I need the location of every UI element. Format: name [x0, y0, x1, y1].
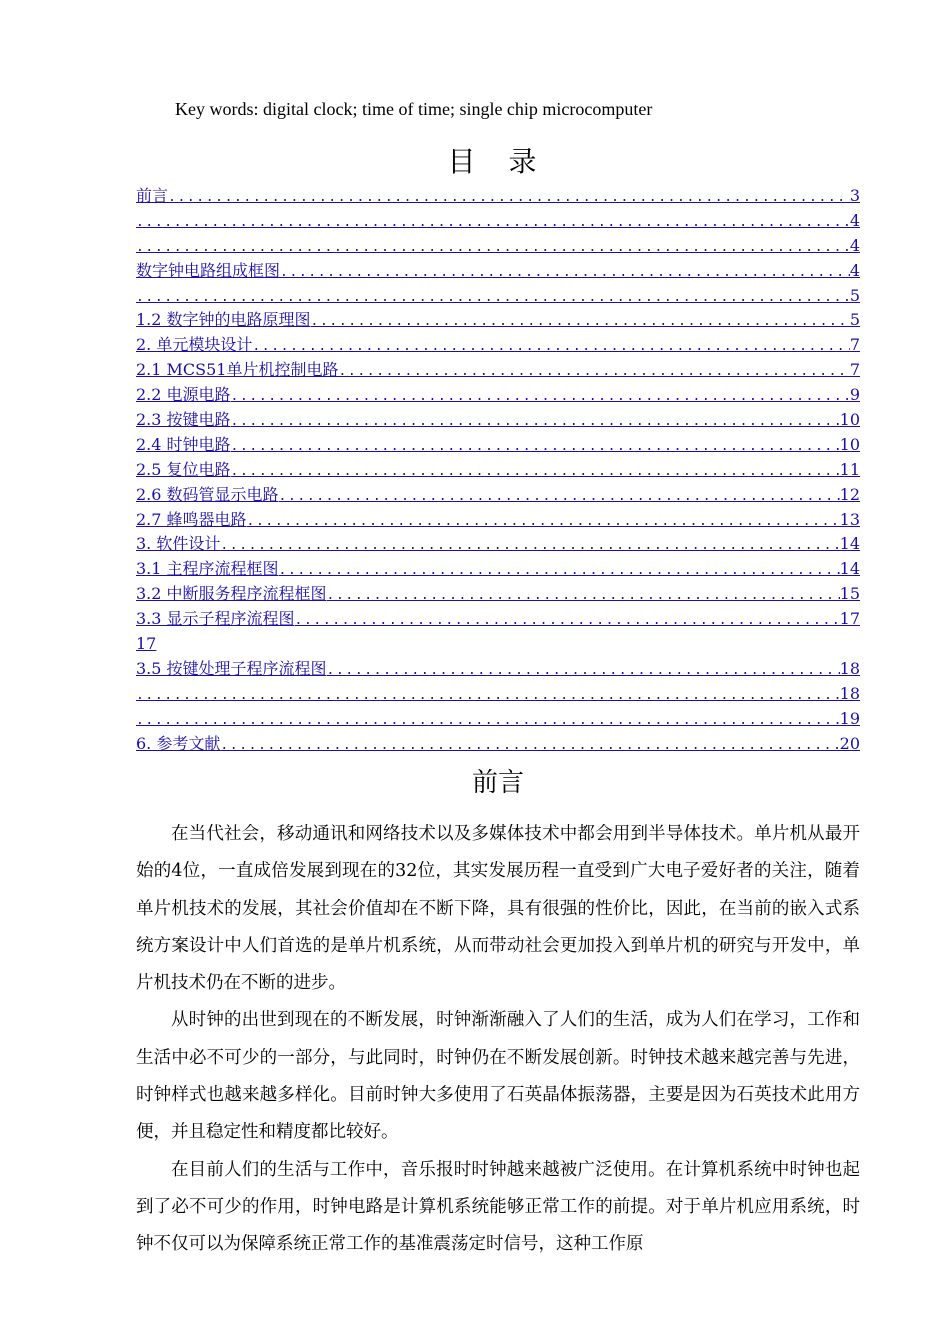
toc-entry[interactable] [136, 532, 860, 557]
toc-entry-page-number: 12 [839, 484, 860, 504]
body-text [136, 816, 860, 1264]
toc-entry-label: 3.3 显示子程序流程图 [136, 609, 295, 629]
toc-entry[interactable] [136, 707, 860, 732]
toc-entry-label: 2.6 数码管显示电路 [136, 484, 279, 504]
toc-dot-leader [295, 609, 840, 632]
toc-entry-page-number: 4 [849, 235, 860, 255]
toc-entry-label: 2.3 按键电路 [136, 410, 231, 430]
section-title: 前言 [471, 768, 524, 798]
toc-entry-label: 3.1 主程序流程框图 [136, 559, 279, 579]
toc-dot-leader [231, 435, 840, 458]
paragraph: 从时钟的出世到现在的不断发展，时钟渐渐融入了人们的生活，成为人们在学习，工作和生活中必不可少的一部分，与此同时，时钟仍在不断发展创新。时钟技术越来越完善与先进，时钟样式也越来越多样化。目前时钟大多使用了石英晶体振荡器，主要是因为石英技术此用方便，并且稳定性和精度都比较好。 [136, 1010, 860, 1143]
toc-entry-label: 1.2 数字钟的电路原理图 [136, 310, 311, 330]
toc-entry-page-number: 14 [839, 559, 860, 579]
toc-entry-page-number: 9 [849, 385, 860, 405]
toc-entry-page-number: 15 [839, 584, 860, 604]
toc-dot-leader [279, 485, 840, 508]
keywords-line: Key words: digital clock; time of time; single chip microcomputer [175, 99, 653, 119]
toc-entry[interactable] [136, 284, 860, 309]
toc-dot-leader [136, 709, 840, 732]
toc-dot-leader [136, 236, 850, 259]
toc-entry-label: 数字钟电路组成框图 [136, 260, 281, 280]
toc-dot-leader [327, 584, 840, 607]
toc-entry-label: 2. 单元模块设计 [136, 335, 253, 355]
toc-entry[interactable] [136, 408, 860, 433]
toc-entry-page-number: 19 [839, 708, 860, 728]
toc-entry-page-number: 11 [839, 459, 860, 479]
toc-dot-leader [136, 684, 840, 707]
toc-entry[interactable] [136, 333, 860, 358]
toc-entry-label: 2.1 MCS51单片机控制电路 [136, 360, 339, 380]
toc-dot-leader [231, 460, 840, 483]
toc-entry-label: 2.5 复位电路 [136, 459, 231, 479]
toc-entry[interactable] [136, 732, 860, 757]
toc-entry-page-number: 10 [839, 410, 860, 430]
toc-entry-label: 3.2 中断服务程序流程框图 [136, 584, 327, 604]
toc-dot-leader [327, 659, 840, 682]
toc-entry[interactable] [136, 508, 860, 533]
toc-dot-leader [220, 534, 839, 557]
toc-entry-label: 3. 软件设计 [136, 534, 221, 554]
toc-entry[interactable] [136, 259, 860, 284]
toc-dot-leader [280, 261, 850, 284]
toc-entry-page-number: 3 [849, 186, 860, 205]
toc-entry-label: 17 [136, 634, 157, 654]
toc-dot-leader [279, 559, 840, 582]
toc-entry-page-number: 4 [849, 210, 860, 230]
toc-dot-leader [136, 286, 850, 309]
toc-entry-page-number: 17 [839, 609, 860, 629]
toc-entry[interactable] [136, 657, 860, 682]
toc-entry-label: 2.7 蜂鸣器电路 [136, 509, 247, 529]
paragraph: 在当代社会，移动通讯和网络技术以及多媒体技术中都会用到半导体技术。单片机从最开始的4位，一直成倍发展到现在的32位，其实发展历程一直受到广大电子爱好者的关注，随着单片机技术的发展，其社会价值却在不断下降，具有很强的性价比，因此，在当前的嵌入式系统方案设计中人们首选的是单片机系统，从而带动社会更加投入到单片机的研究与开发中，单片机技术仍在不断的进步。 [136, 824, 860, 994]
table-of-contents [136, 184, 860, 756]
toc-dot-leader [311, 310, 850, 333]
toc-entry-page-number: 7 [849, 335, 860, 355]
toc-entry[interactable] [136, 184, 860, 209]
toc-entry[interactable] [136, 358, 860, 383]
toc-dot-leader [231, 385, 850, 408]
toc-entry-page-number: 5 [849, 285, 860, 305]
toc-dot-leader [220, 734, 839, 757]
toc-entry[interactable] [136, 433, 860, 458]
toc-entry-label: 2.4 时钟电路 [136, 434, 231, 454]
toc-entry[interactable] [136, 582, 860, 607]
toc-entry-label: 前言 [136, 186, 169, 205]
toc-entry[interactable] [136, 458, 860, 483]
toc-entry-page-number: 5 [849, 310, 860, 330]
toc-entry-page-number: 18 [839, 683, 860, 703]
toc-entry-page-number: 14 [839, 534, 860, 554]
toc-dot-leader [247, 510, 840, 533]
toc-entry[interactable] [136, 483, 860, 508]
toc-entry[interactable] [136, 308, 860, 333]
toc-entry-page-number: 18 [839, 658, 860, 678]
toc-entry[interactable] [136, 682, 860, 707]
toc-dot-leader [252, 335, 849, 358]
toc-entry[interactable] [136, 234, 860, 259]
toc-entry[interactable] [136, 557, 860, 582]
toc-entry-page-number: 4 [849, 260, 860, 280]
toc-entry-page-number: 13 [839, 509, 860, 529]
toc-title: 目 录 [447, 145, 549, 178]
toc-entry-page-number: 20 [839, 733, 860, 753]
toc-entry-label: 3.5 按键处理子程序流程图 [136, 658, 327, 678]
toc-dot-leader [338, 360, 849, 383]
toc-entry-label: 2.2 电源电路 [136, 385, 231, 405]
toc-dot-leader [136, 211, 850, 234]
toc-entry[interactable] [136, 632, 860, 657]
toc-entry[interactable] [136, 607, 860, 632]
paragraph: 在目前人们的生活与工作中，音乐报时时钟越来越被广泛使用。在计算机系统中时钟也起到了必不可少的作用，时钟电路是计算机系统能够正常工作的前提。对于单片机应用系统，时钟不仅可以为保障系统正常工作的基准震荡定时信号，这种工作原 [136, 1159, 860, 1255]
toc-entry[interactable] [136, 383, 860, 408]
toc-entry-page-number: 10 [839, 434, 860, 454]
toc-entry-page-number: 7 [849, 360, 860, 380]
toc-entry[interactable] [136, 209, 860, 234]
toc-entry-label: 6. 参考文献 [136, 733, 221, 753]
toc-dot-leader [231, 410, 840, 433]
toc-dot-leader [168, 186, 850, 209]
